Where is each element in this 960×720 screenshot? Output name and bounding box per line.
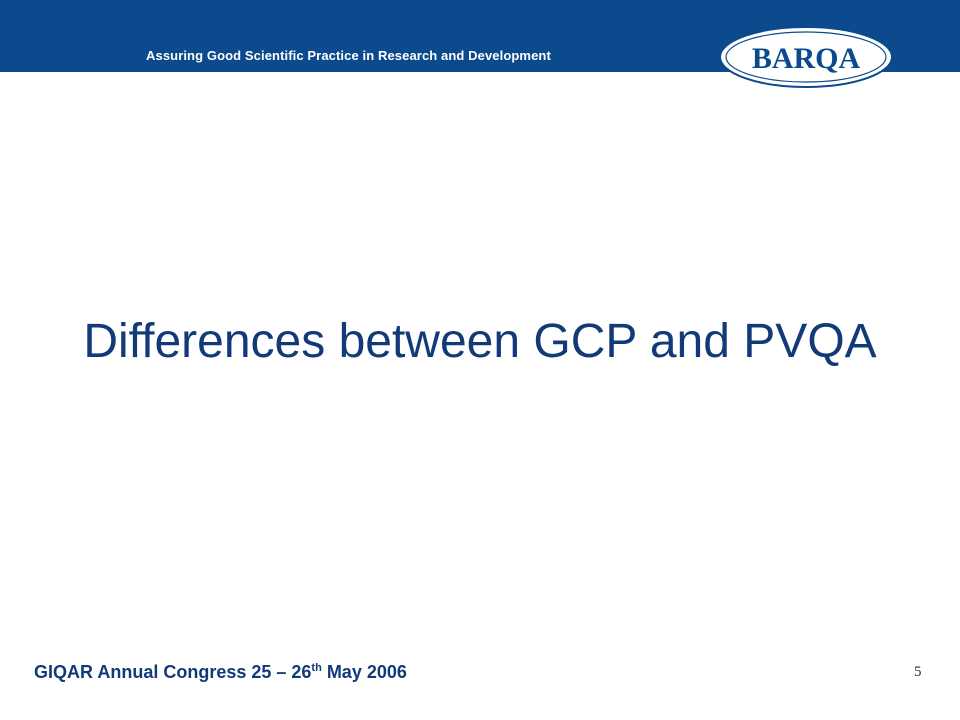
slide-title: Differences between GCP and PVQA	[83, 315, 877, 368]
barqa-logo	[716, 25, 896, 89]
footer-text-main: GIQAR Annual Congress 25 – 26	[34, 662, 312, 682]
footer-superscript: th	[311, 662, 322, 674]
header-tagline: Assuring Good Scientific Practice in Research and Development	[146, 48, 551, 63]
footer-text-date: May 2006	[321, 662, 407, 682]
footer-text	[34, 662, 407, 683]
logo-wordmark: BARQA	[751, 42, 861, 75]
slide-number: 5	[914, 664, 922, 680]
